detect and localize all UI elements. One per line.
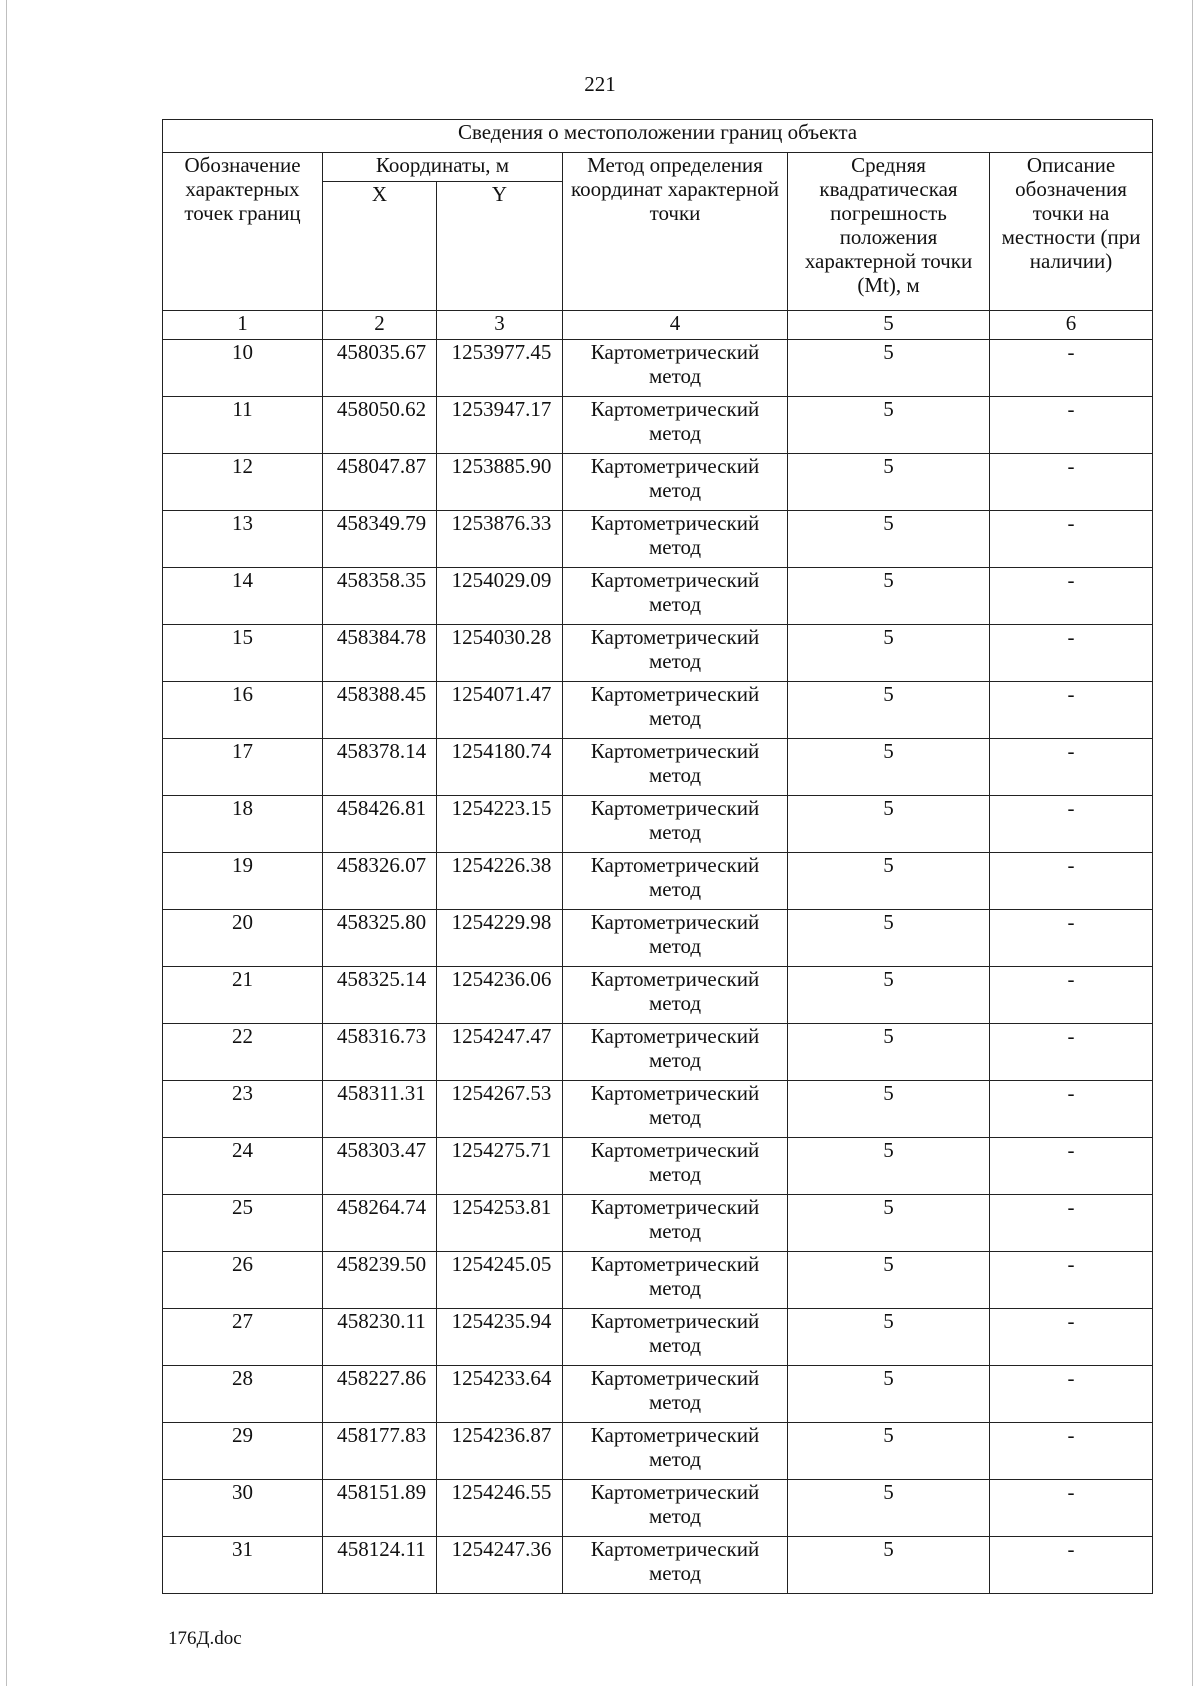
x-coordinate-cell: 458047.87 [323,454,437,511]
x-coordinate-cell: 458326.07 [323,853,437,910]
table-row [163,910,1153,967]
point-cell: 21 [163,967,323,1024]
y-coordinate-cell: 1253977.45 [437,340,563,397]
table-row [163,1252,1153,1309]
error-cell: 5 [788,397,990,454]
description-cell: - [990,796,1153,853]
error-cell: 5 [788,1537,990,1594]
description-cell: - [990,625,1153,682]
method-cell: Картометрический метод [563,967,788,1024]
table-row [163,625,1153,682]
description-cell: - [990,682,1153,739]
description-cell: - [990,1366,1153,1423]
y-coordinate-cell: 1254235.94 [437,1309,563,1366]
error-cell: 5 [788,340,990,397]
point-cell: 20 [163,910,323,967]
method-cell: Картометрический метод [563,853,788,910]
y-coordinate-cell: 1254245.05 [437,1252,563,1309]
x-coordinate-cell: 458358.35 [323,568,437,625]
point-cell: 19 [163,853,323,910]
y-coordinate-cell: 1254071.47 [437,682,563,739]
description-cell: - [990,1138,1153,1195]
method-cell: Картометрический метод [563,910,788,967]
table-row [163,967,1153,1024]
y-coordinate-cell: 1254267.53 [437,1081,563,1138]
point-cell: 12 [163,454,323,511]
y-coordinate-cell: 1254246.55 [437,1480,563,1537]
description-cell: - [990,454,1153,511]
x-coordinate-cell: 458239.50 [323,1252,437,1309]
description-cell: - [990,1423,1153,1480]
table-row [163,454,1153,511]
description-cell: - [990,1081,1153,1138]
error-cell: 5 [788,1252,990,1309]
method-cell: Картометрический метод [563,511,788,568]
y-coordinate-cell: 1254247.36 [437,1537,563,1594]
table-row [163,796,1153,853]
point-cell: 15 [163,625,323,682]
x-coordinate-cell: 458316.73 [323,1024,437,1081]
table-row [163,1480,1153,1537]
y-coordinate-cell: 1254275.71 [437,1138,563,1195]
y-coordinate-cell: 1254180.74 [437,739,563,796]
point-cell: 29 [163,1423,323,1480]
error-cell: 5 [788,625,990,682]
description-cell: - [990,1195,1153,1252]
point-cell: 11 [163,397,323,454]
error-cell: 5 [788,682,990,739]
y-coordinate-cell: 1254233.64 [437,1366,563,1423]
description-cell: - [990,1480,1153,1537]
description-cell: - [990,511,1153,568]
table-row [163,1138,1153,1195]
error-cell: 5 [788,1480,990,1537]
point-cell: 16 [163,682,323,739]
method-cell: Картометрический метод [563,739,788,796]
y-coordinate-cell: 1254253.81 [437,1195,563,1252]
table-row [163,739,1153,796]
method-cell: Картометрический метод [563,454,788,511]
scan-edge-right [1192,0,1193,1686]
column-number: 2 [323,311,437,340]
method-cell: Картометрический метод [563,1537,788,1594]
point-cell: 28 [163,1366,323,1423]
y-coordinate-cell: 1254030.28 [437,625,563,682]
error-cell: 5 [788,1423,990,1480]
header-description: Описание обозначения точки на местности (при наличии) [990,153,1153,311]
error-cell: 5 [788,910,990,967]
error-cell: 5 [788,1195,990,1252]
x-coordinate-cell: 458227.86 [323,1366,437,1423]
x-coordinate-cell: 458230.11 [323,1309,437,1366]
method-cell: Картометрический метод [563,1024,788,1081]
x-coordinate-cell: 458050.62 [323,397,437,454]
error-cell: 5 [788,1138,990,1195]
method-cell: Картометрический метод [563,1366,788,1423]
point-cell: 17 [163,739,323,796]
method-cell: Картометрический метод [563,1309,788,1366]
table-body [163,340,1153,1594]
x-coordinate-cell: 458384.78 [323,625,437,682]
error-cell: 5 [788,796,990,853]
point-cell: 30 [163,1480,323,1537]
y-coordinate-cell: 1253885.90 [437,454,563,511]
table-row [163,1537,1153,1594]
column-number: 1 [163,311,323,340]
method-cell: Картометрический метод [563,796,788,853]
point-cell: 24 [163,1138,323,1195]
column-number: 6 [990,311,1153,340]
method-cell: Картометрический метод [563,397,788,454]
error-cell: 5 [788,1081,990,1138]
description-cell: - [990,1537,1153,1594]
method-cell: Картометрический метод [563,1195,788,1252]
error-cell: 5 [788,568,990,625]
x-coordinate-cell: 458303.47 [323,1138,437,1195]
table-row [163,340,1153,397]
table-row [163,1195,1153,1252]
point-cell: 18 [163,796,323,853]
y-coordinate-cell: 1254247.47 [437,1024,563,1081]
point-cell: 27 [163,1309,323,1366]
method-cell: Картометрический метод [563,1138,788,1195]
table-row [163,1366,1153,1423]
header-coordinates: Координаты, м [323,153,563,182]
description-cell: - [990,397,1153,454]
table-row [163,682,1153,739]
x-coordinate-cell: 458325.14 [323,967,437,1024]
y-coordinate-cell: 1254229.98 [437,910,563,967]
x-coordinate-cell: 458349.79 [323,511,437,568]
page-number: 221 [584,72,616,96]
point-cell: 14 [163,568,323,625]
table-row [163,511,1153,568]
header-y: Y [437,182,563,311]
description-cell: - [990,1252,1153,1309]
table-row [163,1309,1153,1366]
header-point: Обозначение характерных точек границ [163,153,323,311]
point-cell: 25 [163,1195,323,1252]
description-cell: - [990,568,1153,625]
table-row [163,568,1153,625]
error-cell: 5 [788,511,990,568]
method-cell: Картометрический метод [563,568,788,625]
x-coordinate-cell: 458378.14 [323,739,437,796]
y-coordinate-cell: 1254236.06 [437,967,563,1024]
x-coordinate-cell: 458177.83 [323,1423,437,1480]
column-number: 3 [437,311,563,340]
table-row [163,853,1153,910]
method-cell: Картометрический метод [563,1480,788,1537]
table-row [163,1024,1153,1081]
description-cell: - [990,340,1153,397]
x-coordinate-cell: 458426.81 [323,796,437,853]
description-cell: - [990,739,1153,796]
description-cell: - [990,1309,1153,1366]
method-cell: Картометрический метод [563,1081,788,1138]
y-coordinate-cell: 1253876.33 [437,511,563,568]
error-cell: 5 [788,1366,990,1423]
file-name: 176Д.doc [168,1628,242,1649]
point-cell: 22 [163,1024,323,1081]
description-cell: - [990,853,1153,910]
x-coordinate-cell: 458035.67 [323,340,437,397]
boundary-coordinates-table [162,119,1153,1594]
x-coordinate-cell: 458388.45 [323,682,437,739]
x-coordinate-cell: 458325.80 [323,910,437,967]
scan-edge-left [6,0,7,1686]
method-cell: Картометрический метод [563,1252,788,1309]
point-cell: 23 [163,1081,323,1138]
point-cell: 10 [163,340,323,397]
column-number: 4 [563,311,788,340]
y-coordinate-cell: 1254226.38 [437,853,563,910]
method-cell: Картометрический метод [563,682,788,739]
description-cell: - [990,910,1153,967]
table-row [163,397,1153,454]
table-title: Сведения о местоположении границ объекта [163,120,1153,153]
method-cell: Картометрический метод [563,340,788,397]
y-coordinate-cell: 1254223.15 [437,796,563,853]
table-row [163,1081,1153,1138]
error-cell: 5 [788,739,990,796]
error-cell: 5 [788,1024,990,1081]
y-coordinate-cell: 1254236.87 [437,1423,563,1480]
point-cell: 31 [163,1537,323,1594]
method-cell: Картометрический метод [563,1423,788,1480]
x-coordinate-cell: 458151.89 [323,1480,437,1537]
header-x: X [323,182,437,311]
error-cell: 5 [788,1309,990,1366]
point-cell: 26 [163,1252,323,1309]
error-cell: 5 [788,853,990,910]
x-coordinate-cell: 458124.11 [323,1537,437,1594]
point-cell: 13 [163,511,323,568]
header-method: Метод определения координат характерной точки [563,153,788,311]
x-coordinate-cell: 458311.31 [323,1081,437,1138]
y-coordinate-cell: 1254029.09 [437,568,563,625]
method-cell: Картометрический метод [563,625,788,682]
y-coordinate-cell: 1253947.17 [437,397,563,454]
x-coordinate-cell: 458264.74 [323,1195,437,1252]
error-cell: 5 [788,967,990,1024]
description-cell: - [990,967,1153,1024]
table-row [163,1423,1153,1480]
description-cell: - [990,1024,1153,1081]
header-error: Средняя квадратическая погрешность положения характерной точки (Mt), м [788,153,990,311]
column-number: 5 [788,311,990,340]
error-cell: 5 [788,454,990,511]
